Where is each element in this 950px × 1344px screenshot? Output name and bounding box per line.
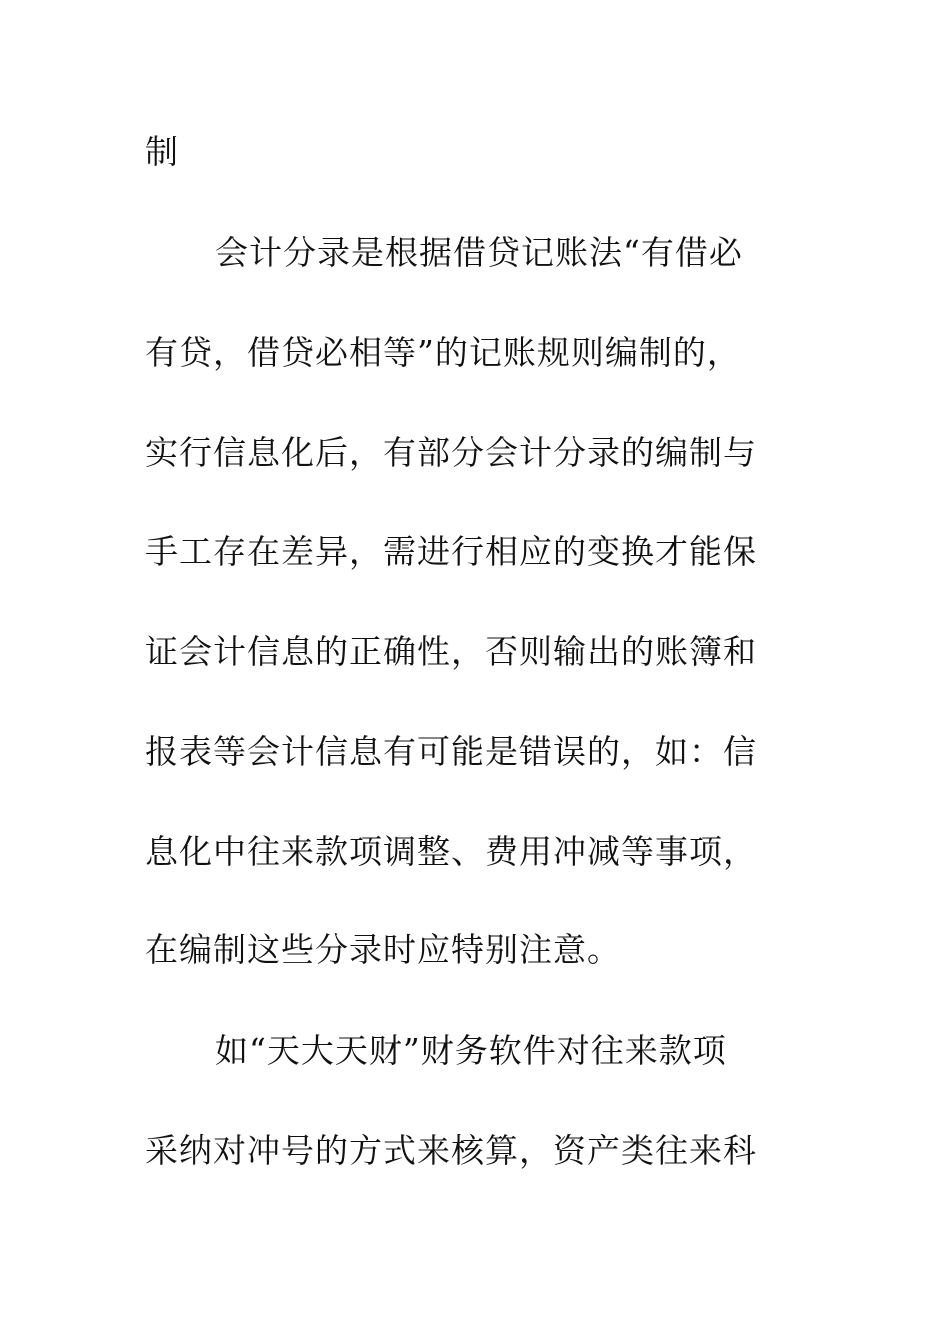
text-line-1: 制 bbox=[145, 132, 179, 171]
text-line-6: 证会计信息的正确性，否则输出的账簿和 bbox=[145, 632, 757, 671]
text-line-9: 在编制这些分录时应特别注意。 bbox=[145, 930, 621, 969]
text-line-4: 实行信息化后，有部分会计分录的编制与 bbox=[145, 433, 757, 472]
text-line-8: 息化中往来款项调整、费用冲减等事项， bbox=[145, 832, 757, 871]
text-line-2: 会计分录是根据借贷记账法“有借必 bbox=[215, 233, 743, 272]
text-line-3: 有贷，借贷必相等”的记账规则编制的， bbox=[145, 333, 741, 372]
text-line-5: 手工存在差异，需进行相应的变换才能保 bbox=[145, 532, 757, 571]
text-line-11: 采纳对冲号的方式来核算，资产类往来科 bbox=[145, 1131, 757, 1170]
text-line-7: 报表等会计信息有可能是错误的，如：信 bbox=[145, 732, 757, 771]
text-line-10: 如“天大天财”财务软件对往来款项 bbox=[215, 1031, 727, 1070]
